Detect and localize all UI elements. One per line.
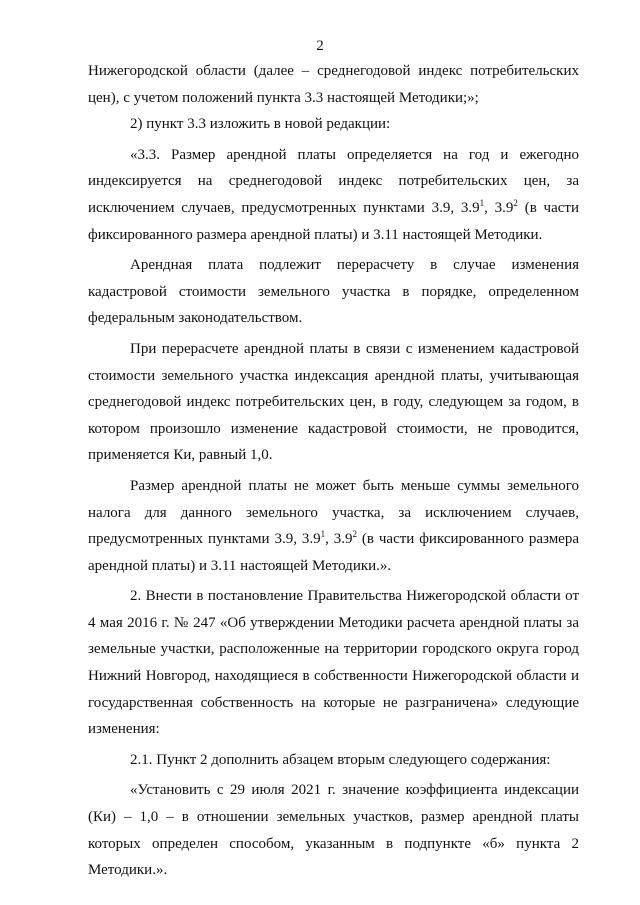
paragraph-amendment-intro [88, 111, 579, 138]
superscript: 1 [479, 197, 485, 208]
paragraph-item-2-1 [88, 747, 579, 774]
superscript: 2 [352, 529, 357, 540]
paragraph-text: Размер арендной платы не может быть меньше суммы земельного налога для данного земельного участка, за исключением случаев, предусмотренных пунктами 3.9, 3.9 [88, 477, 579, 548]
superscript: 1 [320, 529, 326, 540]
paragraph-continuation [88, 58, 579, 111]
paragraph-clause-3-3 [88, 142, 579, 248]
paragraph-text: , 3.9 [325, 531, 353, 548]
paragraph-resolution-247 [88, 583, 579, 743]
paragraph-text: Арендная плата подлежит перерасчету в случае изменения кадастровой стоимости земельного участка в порядке, определенном федеральным законодательством. [88, 257, 579, 327]
paragraph-minimum-rent [88, 473, 579, 579]
paragraph-text: При перерасчете арендной платы в связи с изменением кадастровой стоимости земельного участка индексация арендной платы, учитывающая среднегодовой индекс потребительских цен, в году, следующем за годом, в котором произошло изменение кадастровой стоимости, не проводится, применяется Ки, равный 1,0. [88, 340, 579, 464]
paragraph-text: , 3.9 [484, 199, 514, 216]
superscript: 2 [513, 197, 518, 208]
paragraph-text: «Установить с 29 июля 2021 г. значение коэффициента индексации (Ки) – 1,0 – в отношении земельных участков, размер арендной платы которых определен способом, указанным в подпункте «б» пункта 2 Методики.». [88, 782, 579, 879]
page-number: 2 [316, 38, 324, 54]
document-body [88, 58, 579, 884]
paragraph-text: (в части фиксированного размера арендной платы) и 3.11 настоящей Методики. [88, 199, 579, 243]
paragraph-text: 2) пункт 3.3 изложить в новой редакции: [130, 116, 391, 133]
paragraph-text: «3.3. Размер арендной платы определяется на год и ежегодно индексируется на среднегодовой индекс потребительских цен, за исключением случаев, предусмотренных пунктами 3.9, 3.9 [88, 146, 579, 216]
paragraph-text: Нижегородской области (далее – среднегодовой индекс потребительских цен), с учетом положений пункта 3.3 настоящей Методики;»; [88, 63, 579, 106]
paragraph-text: 2. Внести в постановление Правительства Нижегородской области от 4 мая 2016 г. № 247 «Об утверждении Методики расчета арендной платы за земельные участки, расположенные на территории городского округа город Нижний Новгород, находящиеся в собственности Нижегородской области и государственная собственность на которые не разграничена» следующие изменения: [88, 588, 579, 738]
paragraph-text: 2.1. Пункт 2 дополнить абзацем вторым следующего содержания: [130, 751, 551, 768]
paragraph-recalculation [88, 252, 579, 332]
paragraph-indexation [88, 336, 579, 469]
paragraph-text: (в части фиксированного размера арендной платы) и 3.11 настоящей Методики.». [88, 531, 579, 574]
paragraph-coefficient [88, 777, 579, 883]
